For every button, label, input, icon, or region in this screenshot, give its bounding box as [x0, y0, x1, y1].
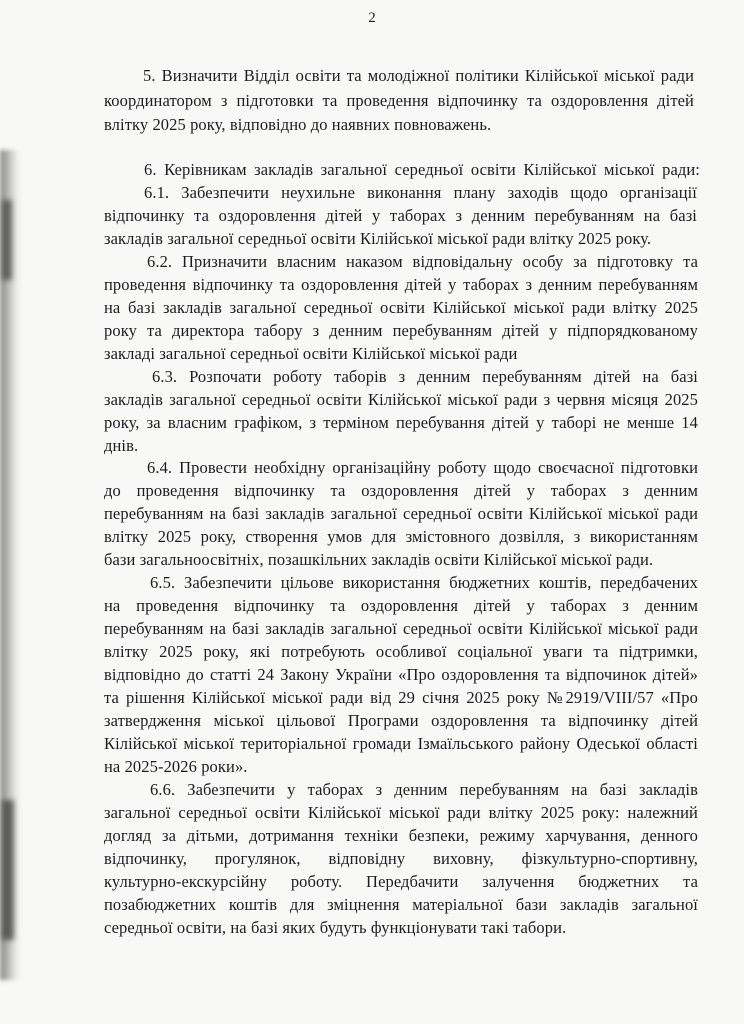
text-line: влітку 2025 року, які потребують особливої соціальної уваги та підтримки, — [104, 642, 698, 661]
text-line: позабюджетних коштів для зміцнення матеріальної бази закладів загальної — [104, 895, 698, 914]
text-line: відпочинку та оздоровлення дітей у таборах з денним перебуванням на базі — [104, 206, 697, 225]
text-line: 6.5. Забезпечити цільове використання бюджетних коштів, передбачених — [150, 573, 698, 592]
text-line: днів. — [104, 436, 139, 455]
text-line: року та директора табору з денним перебуванням дітей у підпорядкованому — [104, 321, 698, 340]
text-line: 5. Визначити Відділ освіти та молодіжної політики Кілійської міської ради — [143, 66, 694, 85]
scan-edge-mark — [2, 800, 14, 940]
text-line: культурно-екскурсійну роботу. Передбачити залучення бюджетних та — [104, 872, 698, 891]
text-line: перебуванням на базі закладів загальної середньої освіти Кілійської міської ради — [104, 504, 698, 523]
text-line: відпочинку, прогулянок, відповідну виховну, фізкультурно-спортивну, — [104, 849, 698, 868]
text-line: влітку 2025 року, відповідно до наявних повноважень. — [104, 115, 492, 134]
text-line: року, за власним графіком, з терміном перебування дітей у таборі не менше 14 — [104, 413, 698, 432]
text-line: на проведення відпочинку та оздоровлення дітей у таборах з денним — [104, 596, 698, 615]
text-line: 6. Керівникам закладів загальної середньої освіти Кілійської міської ради: — [144, 160, 700, 179]
text-line: 6.3. Розпочати роботу таборів з денним перебуванням дітей на базі — [152, 367, 698, 386]
page-number: 2 — [368, 10, 376, 26]
text-line: догляд за дітьми, дотримання техніки безпеки, режиму харчування, денного — [104, 826, 698, 845]
text-line: на 2025-2026 роки». — [104, 757, 248, 776]
text-line: закладів загальної середньої освіти Кілійської міської ради влітку 2025 року. — [104, 229, 652, 248]
text-line: Кілійської міської територіальної громади Ізмаїльського району Одеської області — [104, 734, 698, 753]
text-line: 6.1. Забезпечити неухильне виконання плану заходів щодо організації — [144, 183, 697, 202]
text-line: перебуванням на базі закладів загальної середньої освіти Кілійської міської ради — [104, 619, 698, 638]
text-line: бази загальноосвітніх, позашкільних закладів освіти Кілійської міської ради. — [104, 550, 654, 569]
text-line: закладів загальної середньої освіти Кілійської міської ради з червня місяця 2025 — [104, 390, 698, 409]
text-line: до проведення відпочинку та оздоровлення дітей у таборах з денним — [104, 481, 698, 500]
text-line: на базі закладів загальної середньої освіти Кілійської міської ради влітку 2025 — [104, 298, 698, 317]
text-line: 6.6. Забезпечити у таборах з денним перебуванням на базі закладів — [150, 780, 698, 799]
text-line: 6.2. Призначити власним наказом відповідальну особу за підготовку та — [147, 252, 698, 271]
text-line: 6.4. Провести необхідну організаційну роботу щодо своєчасної підготовки — [147, 458, 698, 477]
text-line: загальної середньої освіти Кілійської міської ради влітку 2025 року: належний — [104, 803, 698, 822]
scan-edge-mark — [2, 200, 12, 280]
text-line: середньої освіти, на базі яких будуть функціонувати такі табори. — [104, 918, 567, 937]
text-line: закладі загальної середньої освіти Кілійської міської ради — [104, 344, 518, 363]
text-line: координатором з підготовки та проведення відпочинку та оздоровлення дітей — [104, 91, 694, 110]
text-line: проведення відпочинку та оздоровлення дітей у таборах з денним перебуванням — [104, 275, 698, 294]
text-line: відповідно до статті 24 Закону України «Про оздоровлення та відпочинок дітей» — [104, 665, 698, 684]
text-line: влітку 2025 року, створення умов для змістовного дозвілля, з використанням — [104, 527, 698, 546]
text-line: затвердження міської цільової Програми оздоровлення та відпочинку дітей — [104, 711, 698, 730]
text-line: та рішення Кілійської міської ради від 29 січня 2025 року №2919/VIII/57 «Про — [104, 688, 698, 707]
